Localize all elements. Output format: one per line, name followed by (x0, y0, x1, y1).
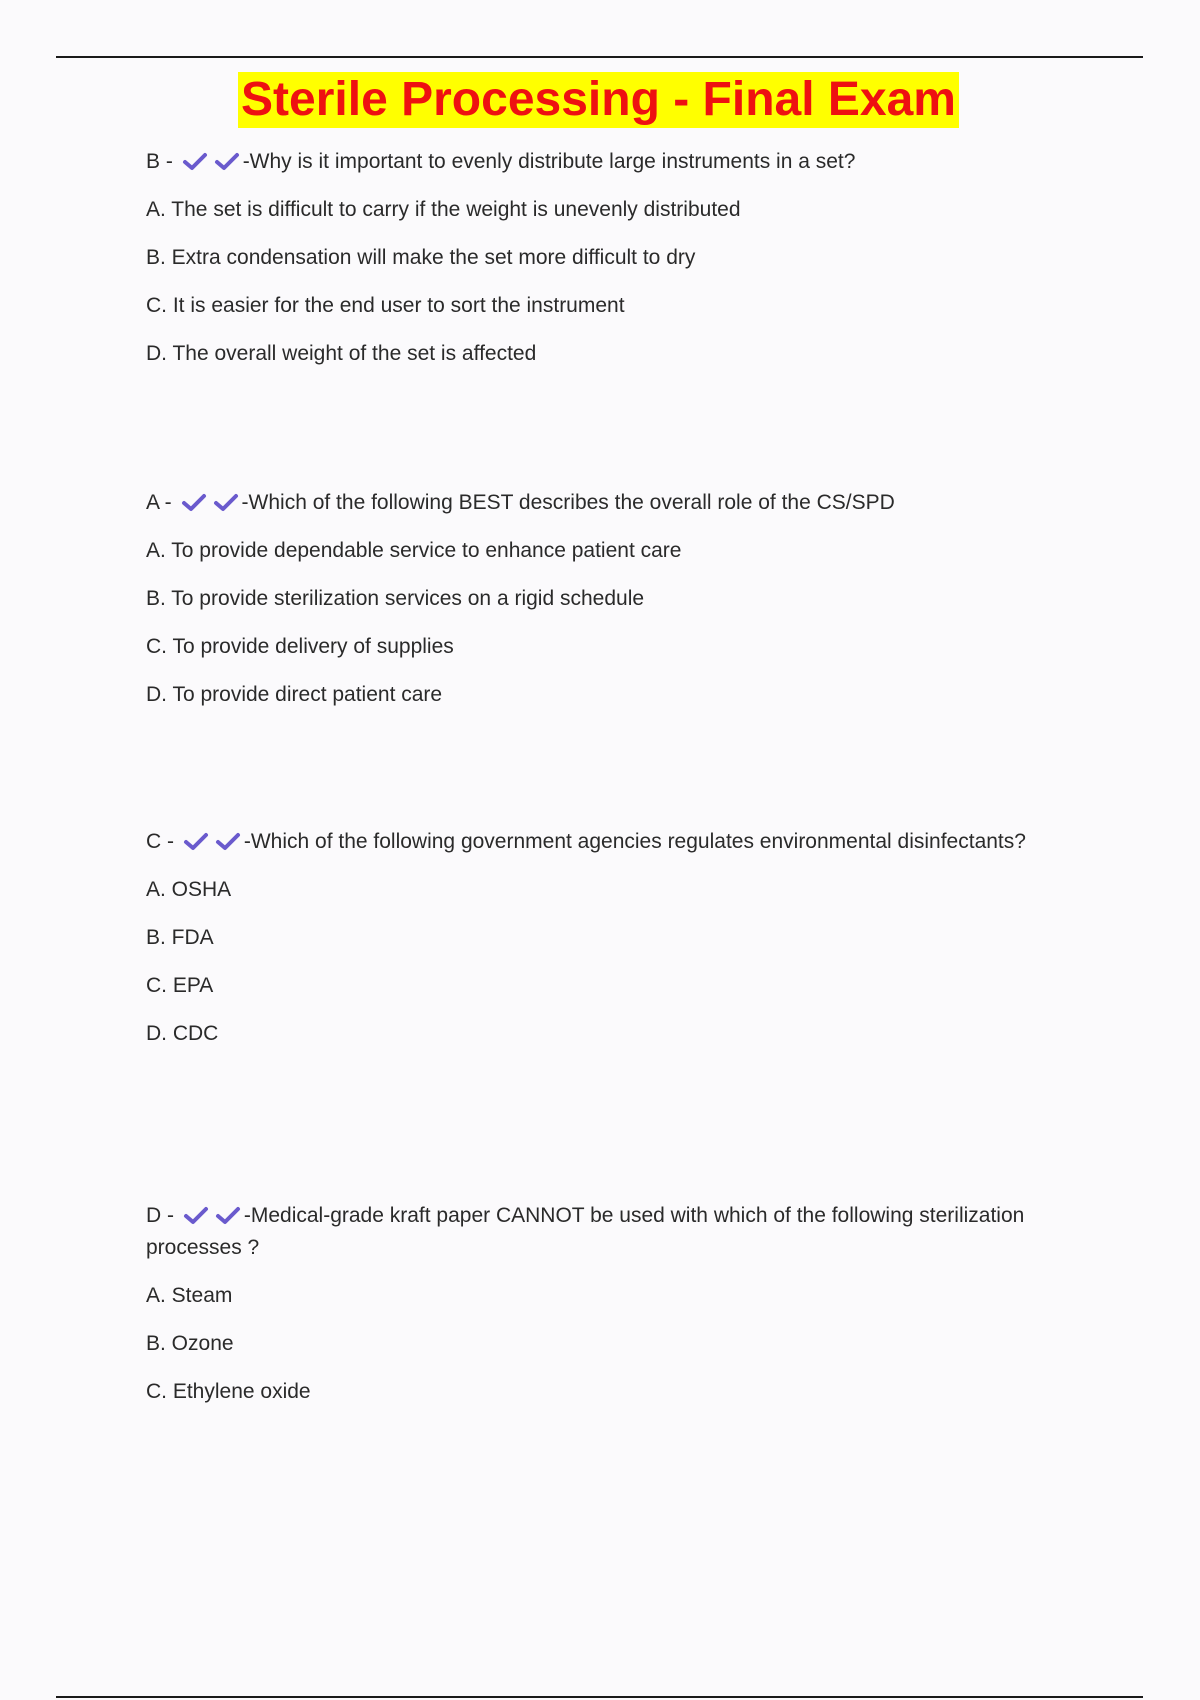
option-d: D. The overall weight of the set is affected (146, 342, 537, 365)
option-b: B. Extra condensation will make the set more difficult to dry (146, 246, 696, 269)
question-stem (146, 1200, 1026, 1264)
checkmark-icon (215, 832, 241, 852)
question-4 (146, 1200, 1026, 1424)
checkmark-icon (213, 493, 239, 513)
option-c: C. To provide delivery of supplies (146, 635, 454, 658)
answer-prefix: A - (146, 491, 172, 514)
question-3 (146, 826, 1026, 1066)
question-stem (146, 146, 1026, 178)
top-rule (56, 56, 1143, 58)
question-stem (146, 826, 1026, 858)
answer-prefix: B - (146, 150, 173, 173)
page-title: Sterile Processing - Final Exam (238, 72, 959, 128)
question-text: -Which of the following BEST describes the overall role of the CS/SPD (241, 491, 895, 514)
checkmark-icon (214, 152, 240, 172)
checkmark-icon (183, 832, 209, 852)
question-text: -Medical-grade kraft paper CANNOT be used with which of the following sterilization processes ? (146, 1204, 1025, 1259)
title-wrap (0, 72, 1200, 128)
option-b: B. To provide sterilization services on a rigid schedule (146, 587, 645, 610)
checkmark-icon (215, 1206, 241, 1226)
option-c: C. EPA (146, 974, 214, 997)
option-d: D. CDC (146, 1022, 219, 1045)
option-c: C. It is easier for the end user to sort the instrument (146, 294, 625, 317)
question-1 (146, 146, 1026, 386)
checkmark-icon (183, 1206, 209, 1226)
question-text: -Which of the following government agencies regulates environmental disinfectants? (243, 830, 1026, 853)
option-a: A. The set is difficult to carry if the weight is unevenly distributed (146, 198, 741, 221)
option-a: A. OSHA (146, 878, 232, 901)
answer-prefix: C - (146, 830, 174, 853)
question-text: -Why is it important to evenly distribute large instruments in a set? (242, 150, 856, 173)
option-a: A. To provide dependable service to enhance patient care (146, 539, 682, 562)
answer-prefix: D - (146, 1204, 174, 1227)
question-2 (146, 487, 1026, 727)
checkmark-icon (182, 152, 208, 172)
question-stem (146, 487, 1026, 519)
checkmark-icon (181, 493, 207, 513)
option-b: B. FDA (146, 926, 214, 949)
option-a: A. Steam (146, 1284, 233, 1307)
option-b: B. Ozone (146, 1332, 234, 1355)
option-c: C. Ethylene oxide (146, 1380, 311, 1403)
bottom-rule (56, 1696, 1143, 1698)
option-d: D. To provide direct patient care (146, 683, 443, 706)
